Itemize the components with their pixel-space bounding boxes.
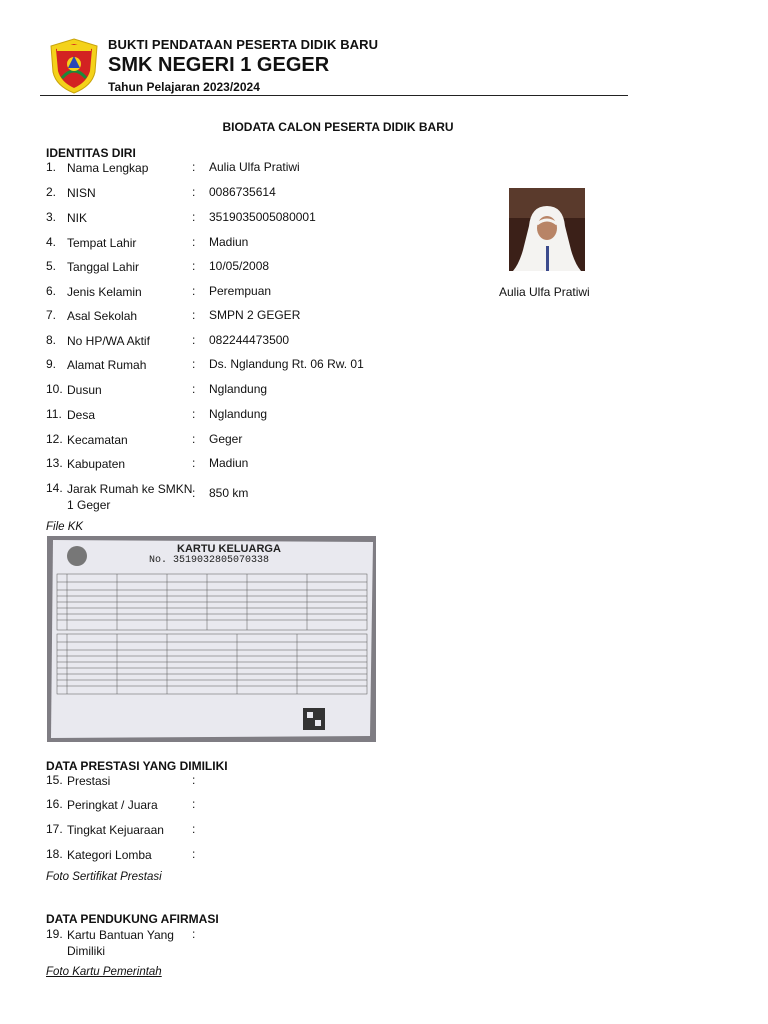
- row-number: 10.: [46, 382, 63, 396]
- row-label: Kabupaten: [67, 457, 126, 471]
- row-label: Jarak Rumah ke SMKN 1 Geger: [67, 482, 193, 512]
- student-photo: [509, 188, 585, 271]
- kk-title: KARTU KELUARGA: [177, 543, 281, 555]
- row-value: Madiun: [209, 456, 249, 470]
- row-colon: :: [192, 259, 196, 273]
- row-colon: :: [192, 822, 196, 836]
- row-colon: :: [192, 773, 196, 787]
- row-number: 7.: [46, 308, 57, 322]
- row-number: 2.: [46, 185, 57, 199]
- row-colon: :: [192, 357, 196, 371]
- row-value: 10/05/2008: [209, 259, 270, 273]
- row-label: NIK: [67, 211, 88, 225]
- row-colon: :: [192, 235, 196, 249]
- row-label: No HP/WA Aktif: [67, 334, 150, 348]
- row-value: 850 km: [209, 486, 249, 500]
- row-colon: :: [192, 160, 196, 174]
- row-number: 19.: [46, 927, 63, 941]
- row-value: Madiun: [209, 235, 249, 249]
- row-number: 1.: [46, 160, 57, 174]
- row-label: Asal Sekolah: [67, 309, 138, 323]
- afirmasi-caption: Foto Kartu Pemerintah: [46, 966, 162, 978]
- header-divider: [40, 95, 628, 96]
- row-value: Ds. Nglandung Rt. 06 Rw. 01: [209, 357, 364, 371]
- row-label: Kecamatan: [67, 433, 128, 447]
- row-colon: :: [192, 927, 196, 941]
- row-colon: :: [192, 847, 196, 861]
- row-number: 4.: [46, 235, 57, 249]
- row-number: 3.: [46, 210, 57, 224]
- row-number: 5.: [46, 259, 57, 273]
- row-number: 17.: [46, 822, 63, 836]
- row-value: 082244473500: [209, 333, 290, 347]
- row-number: 16.: [46, 797, 63, 811]
- row-number: 8.: [46, 333, 57, 347]
- row-label: Nama Lengkap: [67, 161, 149, 175]
- row-value: SMPN 2 GEGER: [209, 308, 301, 322]
- row-colon: :: [192, 284, 196, 298]
- row-label: Tempat Lahir: [67, 236, 137, 250]
- row-colon: :: [192, 432, 196, 446]
- row-number: 9.: [46, 357, 57, 371]
- row-number: 18.: [46, 847, 63, 861]
- row-label: Kategori Lomba: [67, 848, 152, 862]
- row-colon: :: [192, 185, 196, 199]
- row-label: Peringkat / Juara: [67, 798, 158, 812]
- row-value: Aulia Ulfa Pratiwi: [209, 160, 300, 174]
- section-afirmasi-heading: DATA PENDUKUNG AFIRMASI: [46, 912, 219, 926]
- header-line1: BUKTI PENDATAAN PESERTA DIDIK BARU: [108, 37, 379, 52]
- row-label: Tingkat Kejuaraan: [67, 823, 164, 837]
- row-number: 14.: [46, 481, 63, 495]
- kk-number: No. 3519032805070338: [149, 555, 270, 566]
- row-number: 13.: [46, 456, 63, 470]
- row-label: NISN: [67, 186, 96, 200]
- row-label: Tanggal Lahir: [67, 260, 140, 274]
- row-value: Nglandung: [209, 407, 268, 421]
- row-value: Nglandung: [209, 382, 268, 396]
- row-colon: :: [192, 407, 196, 421]
- school-name: SMK NEGERI 1 GEGER: [108, 54, 330, 76]
- row-label: Kartu Bantuan Yang Dimiliki: [67, 928, 174, 958]
- row-colon: :: [192, 382, 196, 396]
- row-label: Dusun: [67, 383, 102, 397]
- row-colon: :: [192, 486, 196, 500]
- document-title: BIODATA CALON PESERTA DIDIK BARU: [222, 120, 454, 134]
- row-label: Jenis Kelamin: [67, 285, 142, 299]
- row-colon: :: [192, 210, 196, 224]
- row-colon: :: [192, 456, 196, 470]
- row-value: Perempuan: [209, 284, 272, 298]
- row-colon: :: [192, 797, 196, 811]
- prestasi-caption: Foto Sertifikat Prestasi: [46, 871, 162, 883]
- row-number: 15.: [46, 773, 63, 787]
- kartu-keluarga-image: [47, 536, 376, 742]
- row-number: 6.: [46, 284, 57, 298]
- row-value: 0086735614: [209, 185, 276, 199]
- row-label: Desa: [67, 408, 96, 422]
- row-value: Geger: [209, 432, 243, 446]
- row-value: 3519035005080001: [209, 210, 316, 224]
- row-label: Alamat Rumah: [67, 358, 147, 372]
- row-colon: :: [192, 333, 196, 347]
- section-prestasi-heading: DATA PRESTASI YANG DIMILIKI: [46, 759, 228, 773]
- photo-caption-name: Aulia Ulfa Pratiwi: [499, 285, 590, 299]
- row-number: 11.: [46, 407, 62, 421]
- row-colon: :: [192, 308, 196, 322]
- kk-caption: File KK: [46, 521, 84, 533]
- section-identitas-heading: IDENTITAS DIRI: [46, 146, 136, 160]
- school-logo: [48, 38, 100, 94]
- row-label: Prestasi: [67, 774, 111, 788]
- academic-year: Tahun Pelajaran 2023/2024: [108, 80, 260, 94]
- row-number: 12.: [46, 432, 63, 446]
